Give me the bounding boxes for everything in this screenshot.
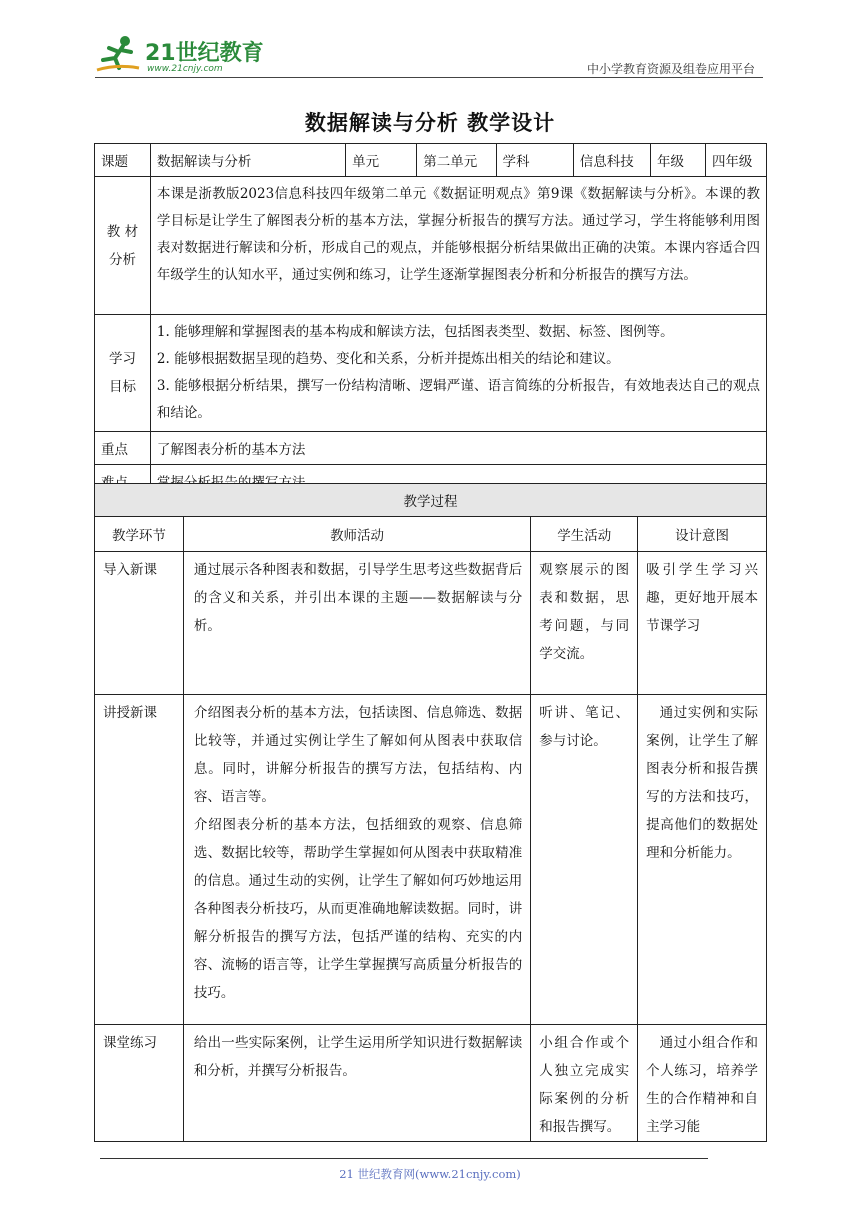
- page-footer: 21 世纪教育网(www.21cnjy.com): [339, 1167, 521, 1181]
- goals-row: [95, 315, 767, 432]
- intent-cell: 通过小组合作和个人练习，培养学生的合作精神和自主学习能: [638, 1025, 767, 1142]
- teacher-cell: 介绍图表分析的基本方法，包括读图、信息筛选、数据比较等，并通过实例让学生了解如何从图表中获取信息。同时，讲解分析报告的撰写方法，包括结构、内容、语言等。 介绍图表分析的基本方法，包括细致的观察、信息筛选、数据比较等，帮助学生掌握如何从图表中获取精准的信息。通过生动的实例，让学生了解如何巧妙地运用各种图表分析技巧，从而更准确地解读数据。同时，讲解分析报告的撰写方法，包括严谨的结构、充实的内容、流畅的语言等，让学生掌握撰写高质量分析报告的技巧。: [183, 695, 530, 1025]
- course-value: 信息科技: [573, 144, 650, 177]
- logo-url: www.21cnjy.com: [147, 64, 223, 74]
- goals-label: 学习 目标: [95, 315, 151, 432]
- teacher-cell: 给出一些实际案例，让学生运用所学知识进行数据解读和分析，并撰写分析报告。: [183, 1025, 530, 1142]
- material-label: 教 材 分析: [95, 177, 151, 315]
- unit-label: 单元: [346, 144, 417, 177]
- info-row: [95, 144, 767, 177]
- lesson-info-table: [94, 143, 767, 498]
- intent-cell: 吸引学生学习兴趣，更好地开展本节课学习: [638, 552, 767, 695]
- student-cell: 听讲、笔记、参与讨论。: [531, 695, 638, 1025]
- stage-cell: 课堂练习: [95, 1025, 184, 1142]
- material-text: 本课是浙教版2023信息科技四年级第二单元《数据证明观点》第9课《数据解读与分析》。本课的教学目标是让学生了解图表分析的基本方法，掌握分析报告的撰写方法。通过学习，学生将能够利用图表对数据进行解读和分析，形成自己的观点，并能够根据分析结果做出正确的决策。本课内容适合四年级学生的认知水平，通过实例和练习，让学生逐渐掌握图表分析和分析报告的撰写方法。: [150, 177, 766, 315]
- key-point-row: [95, 432, 767, 465]
- table-row: [95, 1025, 767, 1142]
- goal-item: 1. 能够理解和掌握图表的基本构成和解读方法，包括图表类型、数据、标签、图例等。: [156, 324, 674, 340]
- page-header: [95, 28, 763, 80]
- grade-value: 四年级: [705, 144, 766, 177]
- logo: [95, 34, 295, 78]
- stage-cell: 导入新课: [95, 552, 184, 695]
- student-cell: 小组合作或个人独立完成实际案例的分析和报告撰写。: [531, 1025, 638, 1142]
- student-cell: 观察展示的图表和数据，思考问题，与同学交流。: [531, 552, 638, 695]
- page-title: 数据解读与分析 教学设计: [304, 110, 556, 135]
- subject-label: 课题: [95, 144, 151, 177]
- key-point-label: 重点: [95, 432, 151, 465]
- teacher-cell: 通过展示各种图表和数据，引导学生思考这些数据背后的含义和关系，并引出本课的主题——数据解读与分析。: [183, 552, 530, 695]
- key-point-text: 了解图表分析的基本方法: [150, 432, 766, 465]
- goal-item: 3. 能够根据分析结果，撰写一份结构清晰、逻辑严谨、语言简练的分析报告，有效地表达自己的观点和结论。: [156, 378, 760, 421]
- table-row: [95, 552, 767, 695]
- col-header-teacher: 教师活动: [183, 517, 530, 552]
- footer-divider: [100, 1158, 708, 1159]
- col-header-intent: 设计意图: [638, 517, 767, 552]
- intent-cell: 通过实例和实际案例，让学生了解图表分析和报告撰写的方法和技巧，提高他们的数据处理和分析能力。: [638, 695, 767, 1025]
- col-header-stage: 教学环节: [95, 517, 184, 552]
- logo-text: 21世纪教育: [145, 41, 264, 66]
- grade-label: 年级: [651, 144, 706, 177]
- runner-logo-icon: [95, 34, 143, 74]
- material-row: [95, 177, 767, 315]
- course-label: 学科: [496, 144, 573, 177]
- process-table: [94, 483, 767, 1142]
- header-divider: [95, 77, 763, 78]
- subject-value: 数据解读与分析: [150, 144, 345, 177]
- col-header-student: 学生活动: [531, 517, 638, 552]
- table-row: [95, 695, 767, 1025]
- goal-item: 2. 能够根据数据呈现的趋势、变化和关系，分析并提炼出相关的结论和建议。: [156, 351, 620, 367]
- process-title: 教学过程: [95, 484, 767, 517]
- stage-cell: 讲授新课: [95, 695, 184, 1025]
- process-column-headers: [95, 517, 767, 552]
- platform-name: 中小学教育资源及组卷应用平台: [586, 62, 755, 76]
- goals-list: [150, 315, 766, 432]
- unit-value: 第二单元: [417, 144, 496, 177]
